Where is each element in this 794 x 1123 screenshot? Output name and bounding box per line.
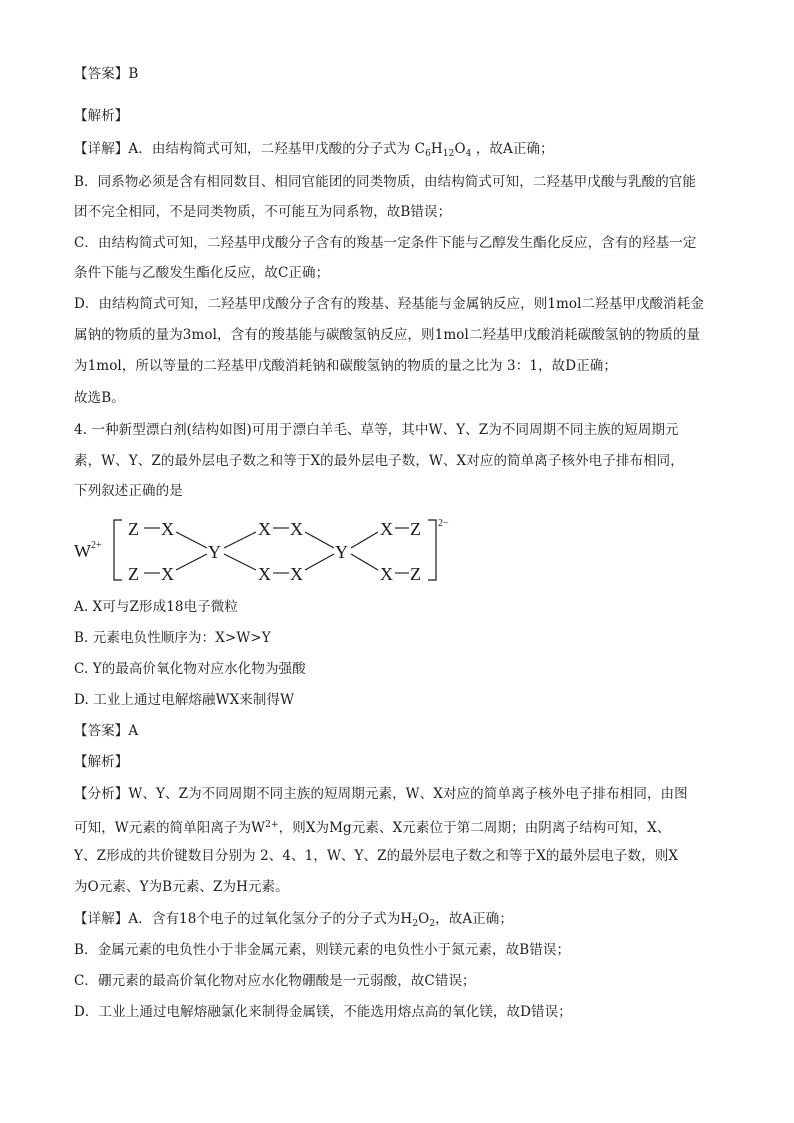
formula-h-count: 12 [442,149,455,159]
atom-z: Z [128,564,139,584]
q4-detail-c: C．硼元素的最高价氧化物对应水化物硼酸是一元弱酸，故C错误； [74,973,476,989]
q4-analysis-line2-suffix: ，则X为Mg元素、X元素位于第二周期；由阴离子结构可知，X、 [278,820,671,836]
atom-x: X [290,519,303,539]
q4-analysis-line1: 【分析】W、Y、Z为不同周期不同主族的短周期元素，W、X对应的简单离子核外电子排布相同，由图 [74,786,688,802]
formula-c: C [414,141,426,157]
q3-detail-d-line2: 属钠的物质的量为3mol，含有的羧基能与碳酸氢钠反应，则1mol二羟基甲戊酸消耗碳酸氢钠的物质的量 [74,327,701,343]
q4-answer: 【答案】A [74,723,139,739]
q4-option-b: B. 元素电负性顺序为：X>W>Y [74,630,271,646]
q4-detail-b: B．金属元素的电负性小于非金属元素，则镁元素的电负性小于氮元素，故B错误； [74,942,571,958]
atom-x: X [161,519,174,539]
q4-option-c: C. Y的最高价氧化物对应水化物为强酸 [74,661,306,677]
q4-option-d: D. 工业上通过电解熔融WX来制得W [74,692,295,708]
formula-c-count: 6 [425,149,431,159]
q3-answer: 【答案】B [74,66,139,82]
right-bracket [428,520,436,580]
q4-stem-line2: 素，W、Y、Z的最外层电子数之和等于X的最外层电子数，W、X对应的简单离子核外电子排布相同， [74,453,684,469]
formula-h: H [430,141,443,157]
atom-z: Z [410,519,421,539]
atom-y: Y [208,542,221,562]
bond [351,554,378,570]
q4-detail-d: D．工业上通过电解熔融氯化来制得金属镁，不能选用熔点高的氧化镁，故D错误； [74,1004,572,1020]
anion-charge: 2− [438,518,449,529]
q4-detail-a-prefix: 【详解】A．含有18个电子的过氧化氢分子的分子式为H [74,911,413,927]
q3-detail-d-line1: D．由结构简式可知，二羟基甲戊酸分子含有的羧基、羟基能与金属钠反应，则1mol二羟基甲戊酸消耗金 [74,296,704,312]
atom-x: X [290,564,303,584]
q4-analysis-line4: 为O元素、Y为B元素、Z为H元素。 [74,879,289,895]
atom-z: Z [410,564,421,584]
q3-detail-c-line1: C．由结构简式可知，二羟基甲戊酸分子含有的羧基一定条件下能与乙醇发生酯化反应，含有的羟基一定 [74,235,697,251]
bond [176,532,207,548]
q3-detail-b-line1: B．同系物必须是含有相同数目、相同官能团的同类物质，由结构简式可知，二羟基甲戊酸与乳酸的官能 [74,174,697,190]
q4-analysis-line3: Y、Z形成的共价键数目分别为 2、4、1，W、Y、Z的最外层电子数之和等于X的最外层电子数，则X [74,848,679,864]
q4-analysis-line2 [74,815,734,838]
q4-analysis-heading: 【解析】 [74,754,129,770]
bond [224,532,256,548]
o-count: 2 [429,919,436,929]
formula-o-count: 4 [465,149,472,159]
q3-detail-a [74,139,734,164]
left-bracket [114,520,122,580]
q3-detail-a-prefix: 【详解】A．由结构简式可知，二羟基甲戊酸的分子式为 [74,141,415,157]
q3-detail-d-line3: 为1mol，所以等量的二羟基甲戊酸消耗钠和碳酸氢钠的物质的量之比为 3：1，故D正确； [74,358,617,374]
oxygen-symbol: O [418,911,430,927]
atom-x: X [380,519,393,539]
bond [224,554,256,570]
bond [176,554,207,570]
q4-stem-line3: 下列叙述正确的是 [74,483,183,499]
q3-analysis-heading: 【解析】 [74,108,129,124]
atom-y: Y [335,542,348,562]
atom-z: Z [128,519,139,539]
q4-detail-a-suffix: ，故A正确； [435,911,513,927]
atom-x: X [258,564,271,584]
q4-analysis-line2-prefix: 可知，W元素的简单阳离子为W [74,820,266,836]
q4-stem-line1: 4. 一种新型漂白剂(结构如图)可用于漂白羊毛、草等，其中W、Y、Z为不同周期不同主族的短周期元 [74,422,679,438]
bond [351,532,378,548]
bond [305,554,334,570]
cation-charge-inline: 2+ [265,820,279,830]
cation-charge: 2+ [91,540,102,551]
cation-symbol: W [74,541,91,561]
q3-detail-b-line2: 团不完全相同，不是同类物质，不可能互为同系物，故B错误； [74,204,452,220]
atom-x: X [258,519,271,539]
structure-diagram [72,512,472,588]
atom-x: X [161,564,174,584]
q3-detail-a-suffix: ，故A正确； [471,141,554,157]
atom-x: X [380,564,393,584]
q4-option-a: A. X可与Z形成18电子微粒 [74,599,239,615]
bond [305,532,334,548]
q4-detail-a [74,909,734,934]
h-count: 2 [412,919,419,929]
q3-detail-c-line2: 条件下能与乙酸发生酯化反应，故C正确； [74,265,330,281]
formula-o: O [454,141,466,157]
q3-conclusion: 故选B。 [74,390,125,406]
